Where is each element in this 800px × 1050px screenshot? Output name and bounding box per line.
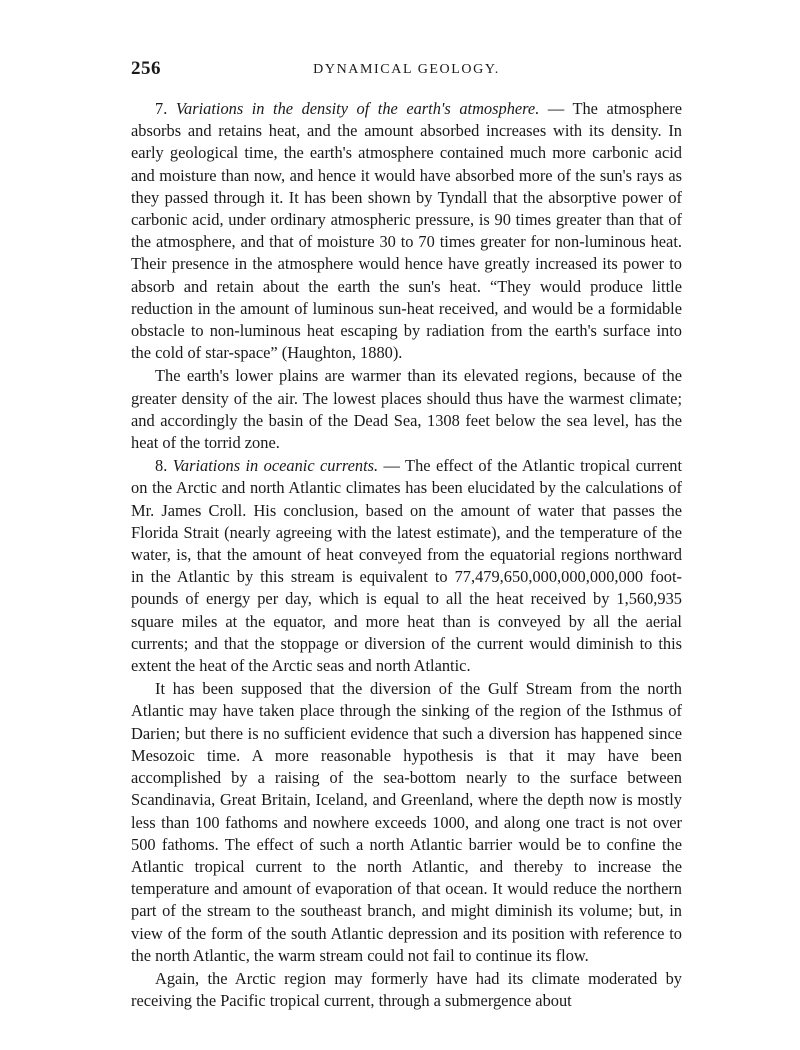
paragraph-text: Again, the Arctic region may formerly have had its climate moderated by receiving the Pacific tropical current, through a submergence about <box>131 968 682 1011</box>
body-text <box>131 98 682 1012</box>
section-number: 7. <box>155 99 176 118</box>
paragraph-oceanic-currents <box>131 455 682 677</box>
running-title: DYNAMICAL GEOLOGY. <box>313 62 500 77</box>
section-heading: Variations in oceanic currents. <box>172 456 379 476</box>
paragraph-text: The earth's lower plains are warmer than its elevated regions, because of the greater density of the air. The lowest places should thus have the warmest climate; and accordingly the basin of the Dead Sea, 1308 feet below the sea level, has the heat of the torrid zone. <box>131 366 682 453</box>
paragraph-lower-plains <box>131 365 682 454</box>
running-head <box>131 58 682 84</box>
section-number: 8. <box>155 456 173 476</box>
paragraph-text: It has been supposed that the diversion of the Gulf Stream from the north Atlantic may have taken place through the sinking of the region of the Isthmus of Darien; but there is no sufficient evidence that such a diversion has happened since Mesozoic time. A more reasonable hypothesis is that it may have been accomplished by a raising of the sea-bottom nearly to the surface between Scandinavia, Great Britain, Iceland, and Greenland, where the depth now is mostly less than 100 fathoms and nowhere exceeds 1000, and along one tract is not over 500 fathoms. The effect of such a north Atlantic barrier would be to confine the Atlantic tropical current to the north Atlantic, and thereby to increase the temperature and amount of evaporation of that ocean. It would reduce the northern part of the stream to the southeast branch, and might diminish its volume; but, in view of the form of the south Atlantic depression and its position with reference to the north Atlantic, the warm stream could not fail to continue its flow. <box>131 679 682 965</box>
book-page <box>131 58 682 1012</box>
paragraph-text: — The atmosphere absorbs and retains heat, and the amount absorbed increases with its density. In early geological time, the earth's atmosphere contained much more carbonic acid and moisture than now, and hence it would have absorbed more of the sun's rays as they passed through it. It has been shown by Tyndall that the absorptive power of carbonic acid, under ordinary atmospheric pressure, is 90 times greater than that of the atmosphere, and that of moisture 30 to 70 times greater for non-luminous heat. Their presence in the atmosphere would hence have greatly increased its power to absorb and retain about the earth the sun's heat. “They would produce little reduction in the amount of luminous sun-heat received, and would be a formidable obstacle to non-luminous heat escaping by radiation from the earth's surface into the cold of star-space” (Haughton, 1880). <box>131 99 683 363</box>
paragraph-gulf-stream <box>131 678 682 967</box>
paragraph-atmosphere-density <box>131 98 682 364</box>
paragraph-text: — The effect of the Atlantic tropical current on the Arctic and north Atlantic climates has been elucidated by the calculations of Mr. James Croll. His conclusion, based on the amount of water that passes the Florida Strait (nearly agreeing with the latest estimate), and the temperature of the water, is, that the amount of heat conveyed from the equatorial regions northward in the Atlantic by this stream is equivalent to 77,479,650,000,000,000,000 foot-pounds of energy per day, which is equal to all the heat received by 1,560,935 square miles at the equator, and more heat than is conveyed by all the aerial currents; and that the stoppage or diversion of the current would diminish to this extent the heat of the Arctic seas and north Atlantic. <box>131 456 683 676</box>
page-number: 256 <box>131 58 161 79</box>
paragraph-arctic-region <box>131 968 682 1012</box>
section-heading: Variations in the density of the earth's atmosphere. <box>175 99 540 118</box>
